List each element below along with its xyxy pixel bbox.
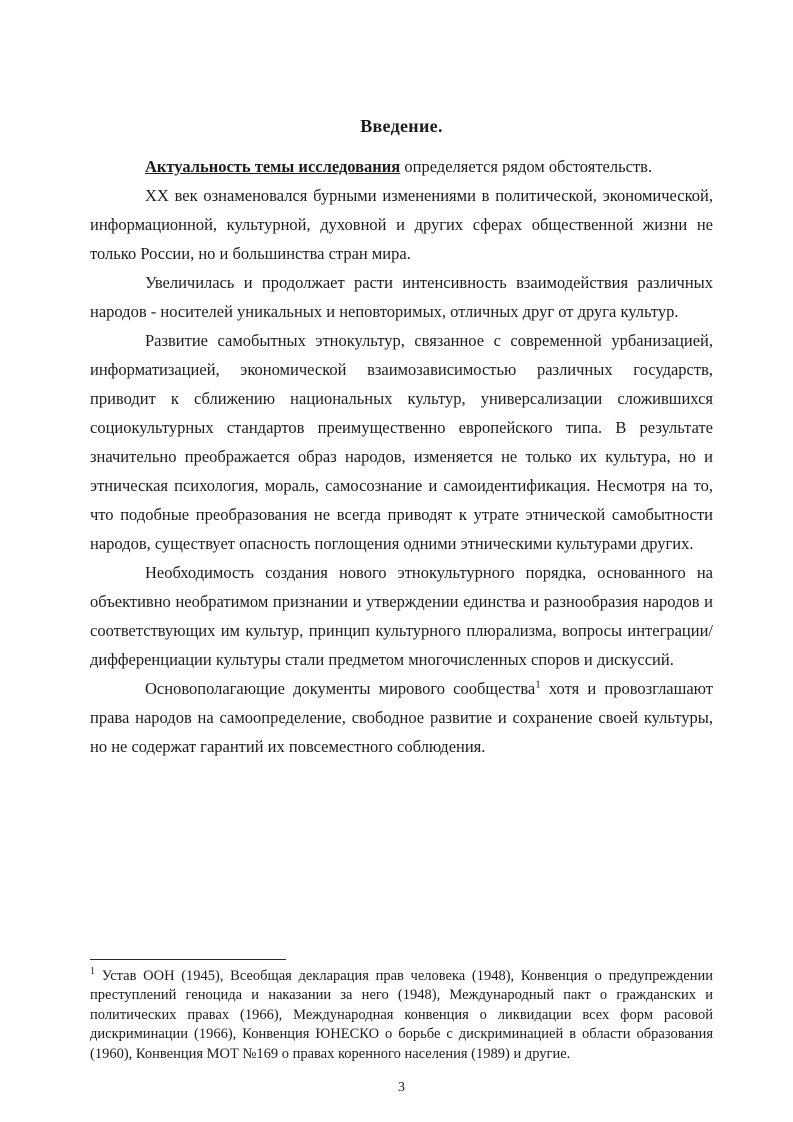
footnote-separator: [90, 959, 286, 960]
actuality-lead-text: Актуальность темы исследования: [145, 157, 401, 176]
actuality-rest-text: определяется рядом обстоятельств.: [400, 157, 653, 176]
page-title: Введение.: [360, 116, 443, 136]
paragraph-ethnoculture: Развитие самобытных этнокультур, связанное с современной урбанизацией, информатизацией, экономической взаимозависимостью различных государств, приводит к сближению национальных культур, универсализации сложившихся социокультурных стандартов преимущественно европейского типа. В результате значительно преображается образ народов, изменяется не только их культура, но и этническая психология, мораль, самосознание и самоидентификация. Несмотря на то, что подобные преобразования не всегда приводят к утрате этнической самобытности народов, существует опасность поглощения одними этническими культурами других.: [90, 331, 713, 553]
paragraph-xx-century: XX век ознаменовался бурными изменениями в политической, экономической, информационной, культурной, духовной и других сферах общественной жизни не только России, но и большинства стран мира.: [90, 186, 713, 263]
paragraph-new-order: Необходимость создания нового этнокультурного порядка, основанного на объективно необратимом признании и утверждении единства и разнообразия народов и соответствующих им культур, принцип культурного плюрализма, вопросы интеграции/ дифференциации культуры стали предметом многочисленных споров и дискуссий.: [90, 563, 713, 669]
footnote-text: Устав ООН (1945), Всеобщая декларация прав человека (1948), Конвенция о предупреждении преступлений геноцида и наказании за него (1948), Международный пакт о гражданских и политических правах (1966), Международная конвенция о ликвидации всех форм расовой дискриминации (1966), Конвенция ЮНЕСКО о борьбе с дискриминацией в области образования (1960), Конвенция МОТ №169 о правах коренного населения (1989) и другие.: [90, 967, 714, 1062]
page-number: 3: [398, 1080, 405, 1095]
paragraph-interaction: Увеличилась и продолжает расти интенсивность взаимодействия различных народов - носителей уникальных и неповторимых, отличных друг от друга культур.: [90, 273, 713, 321]
footnote-marker: 1: [90, 965, 95, 977]
paragraph-documents: [90, 674, 713, 761]
documents-text: Основополагающие документы мирового сообщества: [145, 679, 536, 698]
footnote: [90, 967, 713, 1065]
footnote-section: [90, 959, 713, 1065]
paragraph-actuality: [90, 152, 713, 181]
document-body: [90, 152, 713, 761]
documents-text-continued: хотя и провозглашают права народов на самоопределение, свободное развитие и сохранение своей культуры, но не содержат гарантий их повсеместного соблюдения.: [90, 679, 713, 756]
footnote-reference: 1: [535, 678, 541, 691]
